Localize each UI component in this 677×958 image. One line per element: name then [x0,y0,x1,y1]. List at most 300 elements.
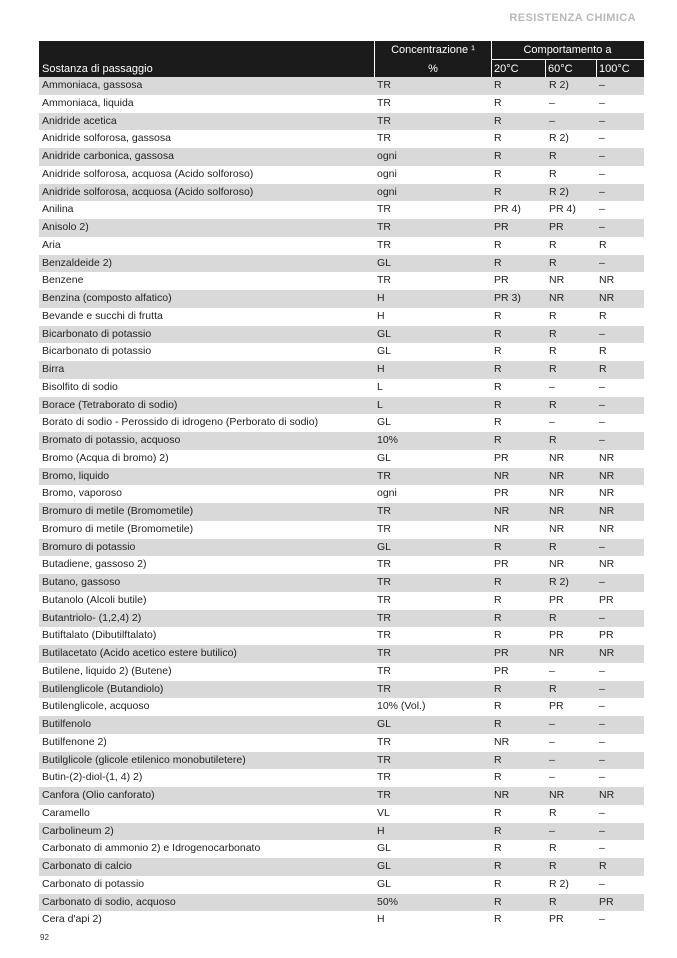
temp-100-cell: – [599,753,605,766]
substance-cell: Butiftalato (Dibutilftalato) [42,629,157,642]
table-row [39,876,644,894]
concentration-cell: TR [377,771,391,784]
temp-100-cell: R [599,309,607,322]
substance-cell: Bromato di potassio, acquoso [42,434,181,446]
table-row [39,752,644,770]
temp-20-cell: PR [494,221,509,233]
temp-100-cell: NR [599,647,615,659]
substance-cell: Carbonato di potassio [42,877,145,890]
temp-20-cell: PR [494,451,509,464]
table-row [39,290,644,308]
substance-cell: Anidride solforosa, acquosa (Acido solforoso) [42,185,254,198]
substance-cell: Butilglicole (glicole etilenico monobutiletere) [42,753,246,766]
concentration-cell: GL [377,256,392,269]
temp-20-cell: R [494,895,502,908]
temp-100-cell: – [599,682,605,695]
substance-cell: Caramello [42,806,90,819]
concentration-cell: TR [377,647,391,659]
substance-cell: Bromuro di metile (Bromometile) [42,522,194,535]
table-row [39,201,644,219]
table-row [39,858,644,876]
temp-20-cell: R [494,682,502,695]
temp-100-cell: – [599,434,605,446]
table-row [39,414,644,432]
temp-60-cell: R 2) [549,877,569,890]
temp-20-cell: PR 3) [494,292,521,304]
temp-20-cell: NR [494,735,510,748]
table-row [39,645,644,663]
concentration-cell: TR [377,664,391,677]
substance-cell: Butano, gassoso [42,576,121,588]
table-row [39,184,644,202]
concentration-cell: GL [377,860,392,872]
temp-20-cell: R [494,256,502,269]
substance-cell: Bicarbonato di potassio [42,327,152,340]
temp-20-cell: R [494,860,502,872]
table-row [39,237,644,255]
temp-100-cell: NR [599,522,615,535]
temp-100-cell: PR [599,629,614,642]
section-title: RESISTENZA CHIMICA [509,12,636,24]
concentration-cell: TR [377,558,391,571]
concentration-cell: TR [377,522,391,535]
header-behavior: Comportamento a [523,44,612,56]
temp-20-cell: R [494,96,502,109]
temp-60-cell: R [549,398,557,411]
temp-60-cell: R [549,327,557,340]
table-row [39,769,644,787]
temp-60-cell: R [549,167,557,180]
table-row [39,166,644,184]
table-row [39,432,644,450]
substance-cell: Ammoniaca, liquida [42,96,134,109]
temp-20-cell: R [494,327,502,340]
temp-20-cell: R [494,806,502,819]
substance-cell: Butilenglicole, acquoso [42,700,150,713]
temp-60-cell: R [549,309,557,322]
temp-20-cell: R [494,913,502,926]
table-row [39,326,644,344]
temp-60-cell: R [549,345,557,358]
substance-cell: Butilfenone 2) [42,735,107,748]
table-row [39,308,644,326]
substance-cell: Bromo (Acqua di bromo) 2) [42,451,169,464]
temp-20-cell: R [494,771,502,784]
concentration-cell: H [377,309,385,322]
concentration-cell: H [377,292,385,304]
temp-100-cell: R [599,345,607,358]
substance-cell: Butilenglicole (Butandiolo) [42,682,164,695]
substance-cell: Bromo, liquido [42,469,110,482]
concentration-cell: TR [377,593,391,606]
temp-100-cell: R [599,238,607,251]
table-row [39,485,644,503]
header-substance: Sostanza di passaggio [42,63,153,75]
temp-100-cell: R [599,860,607,872]
substance-cell: Butanolo (Alcoli butile) [42,593,147,606]
temp-60-cell: R [549,860,557,872]
concentration-cell: TR [377,682,391,695]
substance-cell: Bisolfito di sodio [42,380,118,393]
substance-cell: Butilene, liquido 2) (Butene) [42,664,172,677]
temp-100-cell: – [599,540,605,553]
temp-100-cell: – [599,327,605,340]
temp-100-cell: NR [599,558,615,571]
temp-60-cell: NR [549,647,565,659]
temp-100-cell: – [599,150,605,162]
temp-60-cell: R [549,150,557,162]
temp-20-cell: PR 4) [494,203,521,216]
concentration-cell: H [377,824,385,837]
temp-20-cell: R [494,434,502,446]
concentration-cell: ogni [377,167,397,180]
concentration-cell: TR [377,505,391,517]
temp-20-cell: R [494,79,502,91]
table-row [39,592,644,610]
temp-100-cell: R [599,363,607,375]
temp-60-cell: – [549,771,555,784]
table-header [39,41,644,77]
concentration-cell: H [377,363,385,375]
substance-cell: Ammoniaca, gassosa [42,79,143,91]
concentration-cell: L [377,380,383,393]
concentration-cell: GL [377,327,392,340]
header-divider [374,41,375,77]
header-temp-20: 20°C [494,63,519,75]
substance-cell: Bicarbonato di potassio [42,345,152,358]
concentration-cell: GL [377,877,392,890]
substance-cell: Butadiene, gassoso 2) [42,558,147,571]
temp-100-cell: – [599,576,605,588]
temp-60-cell: NR [549,789,565,801]
temp-100-cell: – [599,771,605,784]
table-row [39,450,644,468]
temp-100-cell: NR [599,451,615,464]
temp-20-cell: R [494,114,502,127]
concentration-cell: TR [377,735,391,748]
header-percent: % [428,63,438,75]
temp-20-cell: R [494,363,502,375]
temp-100-cell: – [599,416,605,429]
temp-60-cell: R [549,682,557,695]
substance-cell: Bevande e succhi di frutta [42,309,163,322]
substance-cell: Anidride solforosa, gassosa [42,132,171,145]
substance-cell: Butilacetato (Acido acetico estere butilico) [42,647,237,659]
table-row [39,539,644,557]
temp-100-cell: – [599,842,605,855]
concentration-cell: GL [377,842,392,855]
concentration-cell: TR [377,469,391,482]
concentration-cell: L [377,398,383,411]
table-row [39,95,644,113]
concentration-cell: GL [377,345,392,358]
table-body [39,77,644,929]
concentration-cell: TR [377,576,391,588]
temp-100-cell: – [599,877,605,890]
temp-60-cell: R [549,434,557,446]
concentration-cell: ogni [377,487,397,500]
substance-cell: Carbonato di sodio, acquoso [42,895,176,908]
substance-cell: Cera d'api 2) [42,913,102,926]
temp-100-cell: – [599,221,605,233]
temp-20-cell: R [494,877,502,890]
temp-60-cell: – [549,718,555,730]
chemical-resistance-table [39,41,644,929]
temp-20-cell: PR [494,647,509,659]
table-row [39,610,644,628]
temp-20-cell: PR [494,487,509,500]
substance-cell: Carbonato di calcio [42,860,132,872]
concentration-cell: VL [377,806,390,819]
temp-20-cell: R [494,540,502,553]
temp-100-cell: NR [599,292,615,304]
table-row [39,681,644,699]
temp-100-cell: – [599,664,605,677]
table-row [39,556,644,574]
temp-100-cell: – [599,913,605,926]
temp-60-cell: PR [549,221,564,233]
substance-cell: Butantriolo- (1,2,4) 2) [42,611,142,624]
concentration-cell: 10% (Vol.) [377,700,426,713]
header-concentration: Concentrazione ¹ [391,44,475,56]
temp-20-cell: R [494,611,502,624]
temp-60-cell: NR [549,558,565,571]
table-row [39,379,644,397]
temp-100-cell: – [599,114,605,127]
temp-20-cell: R [494,309,502,322]
concentration-cell: 10% [377,434,399,446]
table-row [39,521,644,539]
concentration-cell: TR [377,203,391,216]
temp-60-cell: – [549,380,555,393]
table-row [39,503,644,521]
temp-100-cell: – [599,380,605,393]
temp-60-cell: – [549,96,555,109]
temp-60-cell: R [549,611,557,624]
concentration-cell: TR [377,132,391,145]
substance-cell: Butin-(2)-diol-(1, 4) 2) [42,771,143,784]
table-row [39,663,644,681]
temp-100-cell: PR [599,895,614,908]
temp-20-cell: R [494,824,502,837]
temp-60-cell: R [549,256,557,269]
temp-20-cell: NR [494,505,510,517]
temp-60-cell: – [549,114,555,127]
concentration-cell: TR [377,274,391,287]
temp-20-cell: R [494,416,502,429]
temp-100-cell: NR [599,487,615,500]
temp-20-cell: R [494,629,502,642]
substance-cell: Anisolo 2) [42,221,89,233]
concentration-cell: GL [377,451,392,464]
temp-100-cell: – [599,398,605,411]
table-row [39,361,644,379]
table-row [39,130,644,148]
substance-cell: Aria [42,238,61,251]
table-row [39,734,644,752]
temp-60-cell: – [549,735,555,748]
table-row [39,823,644,841]
concentration-cell: TR [377,611,391,624]
concentration-cell: TR [377,789,391,801]
table-row [39,397,644,415]
table-row [39,468,644,486]
table-row [39,716,644,734]
temp-20-cell: R [494,842,502,855]
temp-20-cell: R [494,753,502,766]
substance-cell: Anidride acetica [42,114,117,127]
table-row [39,113,644,131]
table-row [39,787,644,805]
concentration-cell: 50% [377,895,399,908]
temp-60-cell: NR [549,451,565,464]
temp-100-cell: – [599,256,605,269]
substance-cell: Anidride solforosa, acquosa (Acido solforoso) [42,167,254,180]
substance-cell: Borato di sodio - Perossido di idrogeno (Perborato di sodio) [42,416,319,429]
temp-100-cell: – [599,735,605,748]
temp-100-cell: – [599,806,605,819]
temp-60-cell: R 2) [549,576,569,588]
temp-100-cell: – [599,718,605,730]
temp-20-cell: PR [494,558,509,571]
concentration-cell: GL [377,718,392,730]
table-row [39,627,644,645]
substance-cell: Bromo, vaporoso [42,487,122,500]
table-row [39,343,644,361]
substance-cell: Borace (Tetraborato di sodio) [42,398,178,411]
temp-60-cell: – [549,416,555,429]
temp-20-cell: PR [494,274,509,287]
concentration-cell: GL [377,540,392,553]
temp-60-cell: R [549,540,557,553]
concentration-cell: ogni [377,185,397,198]
table-row [39,272,644,290]
concentration-cell: TR [377,79,391,91]
substance-cell: Bromuro di metile (Bromometile) [42,505,194,517]
temp-60-cell: NR [549,522,565,535]
temp-100-cell: – [599,611,605,624]
concentration-cell: GL [377,416,392,429]
header-temp-60: 60°C [548,63,573,75]
substance-cell: Benzene [42,274,84,287]
temp-60-cell: NR [549,274,565,287]
temp-100-cell: NR [599,469,615,482]
temp-20-cell: R [494,380,502,393]
temp-60-cell: NR [549,487,565,500]
substance-cell: Canfora (Olio canforato) [42,789,155,801]
concentration-cell: TR [377,221,391,233]
header-divider [545,59,546,77]
temp-100-cell: – [599,203,605,216]
temp-20-cell: R [494,718,502,730]
temp-20-cell: R [494,150,502,162]
table-row [39,219,644,237]
temp-60-cell: NR [549,292,565,304]
temp-60-cell: PR [549,913,564,926]
substance-cell: Birra [42,363,65,375]
table-row [39,894,644,912]
table-row [39,255,644,273]
temp-60-cell: R 2) [549,79,569,91]
substance-cell: Butilfenolo [42,718,92,730]
substance-cell: Benzina (composto alfatico) [42,292,172,304]
temp-100-cell: – [599,79,605,91]
table-row [39,840,644,858]
concentration-cell: TR [377,629,391,642]
temp-20-cell: PR [494,664,509,677]
concentration-cell: TR [377,753,391,766]
temp-60-cell: R [549,363,557,375]
page-number: 92 [40,933,49,942]
temp-100-cell: – [599,167,605,180]
header-divider [491,59,644,60]
substance-cell: Anilina [42,203,74,216]
temp-20-cell: R [494,345,502,358]
temp-60-cell: PR [549,593,564,606]
temp-60-cell: – [549,664,555,677]
temp-20-cell: R [494,132,502,145]
temp-100-cell: PR [599,593,614,606]
temp-100-cell: – [599,185,605,198]
table-row [39,805,644,823]
temp-20-cell: NR [494,469,510,482]
temp-20-cell: R [494,167,502,180]
concentration-cell: TR [377,238,391,251]
temp-100-cell: – [599,700,605,713]
temp-20-cell: R [494,398,502,411]
temp-60-cell: NR [549,505,565,517]
temp-60-cell: PR [549,629,564,642]
temp-60-cell: PR 4) [549,203,576,216]
temp-20-cell: R [494,576,502,588]
table-row [39,911,644,929]
temp-100-cell: NR [599,274,615,287]
temp-20-cell: R [494,593,502,606]
temp-100-cell: – [599,824,605,837]
table-row [39,698,644,716]
header-divider [596,59,597,77]
temp-20-cell: R [494,185,502,198]
temp-60-cell: PR [549,700,564,713]
concentration-cell: ogni [377,150,397,162]
temp-100-cell: NR [599,505,615,517]
temp-100-cell: NR [599,789,615,801]
table-row [39,574,644,592]
temp-60-cell: R [549,238,557,251]
substance-cell: Benzaldeide 2) [42,256,113,269]
temp-20-cell: NR [494,522,510,535]
temp-60-cell: R 2) [549,132,569,145]
substance-cell: Bromuro di potassio [42,540,136,553]
temp-100-cell: – [599,132,605,145]
temp-60-cell: R 2) [549,185,569,198]
concentration-cell: H [377,913,385,926]
temp-60-cell: R [549,806,557,819]
header-temp-100: 100°C [599,63,630,75]
concentration-cell: TR [377,96,391,109]
concentration-cell: TR [377,114,391,127]
table-row [39,77,644,95]
temp-60-cell: R [549,842,557,855]
table-row [39,148,644,166]
substance-cell: Anidride carbonica, gassosa [42,150,174,162]
substance-cell: Carbonato di ammonio 2) e Idrogenocarbonato [42,842,261,855]
temp-20-cell: NR [494,789,510,801]
temp-60-cell: – [549,753,555,766]
substance-cell: Carbolineum 2) [42,824,114,837]
temp-60-cell: NR [549,469,565,482]
temp-60-cell: – [549,824,555,837]
